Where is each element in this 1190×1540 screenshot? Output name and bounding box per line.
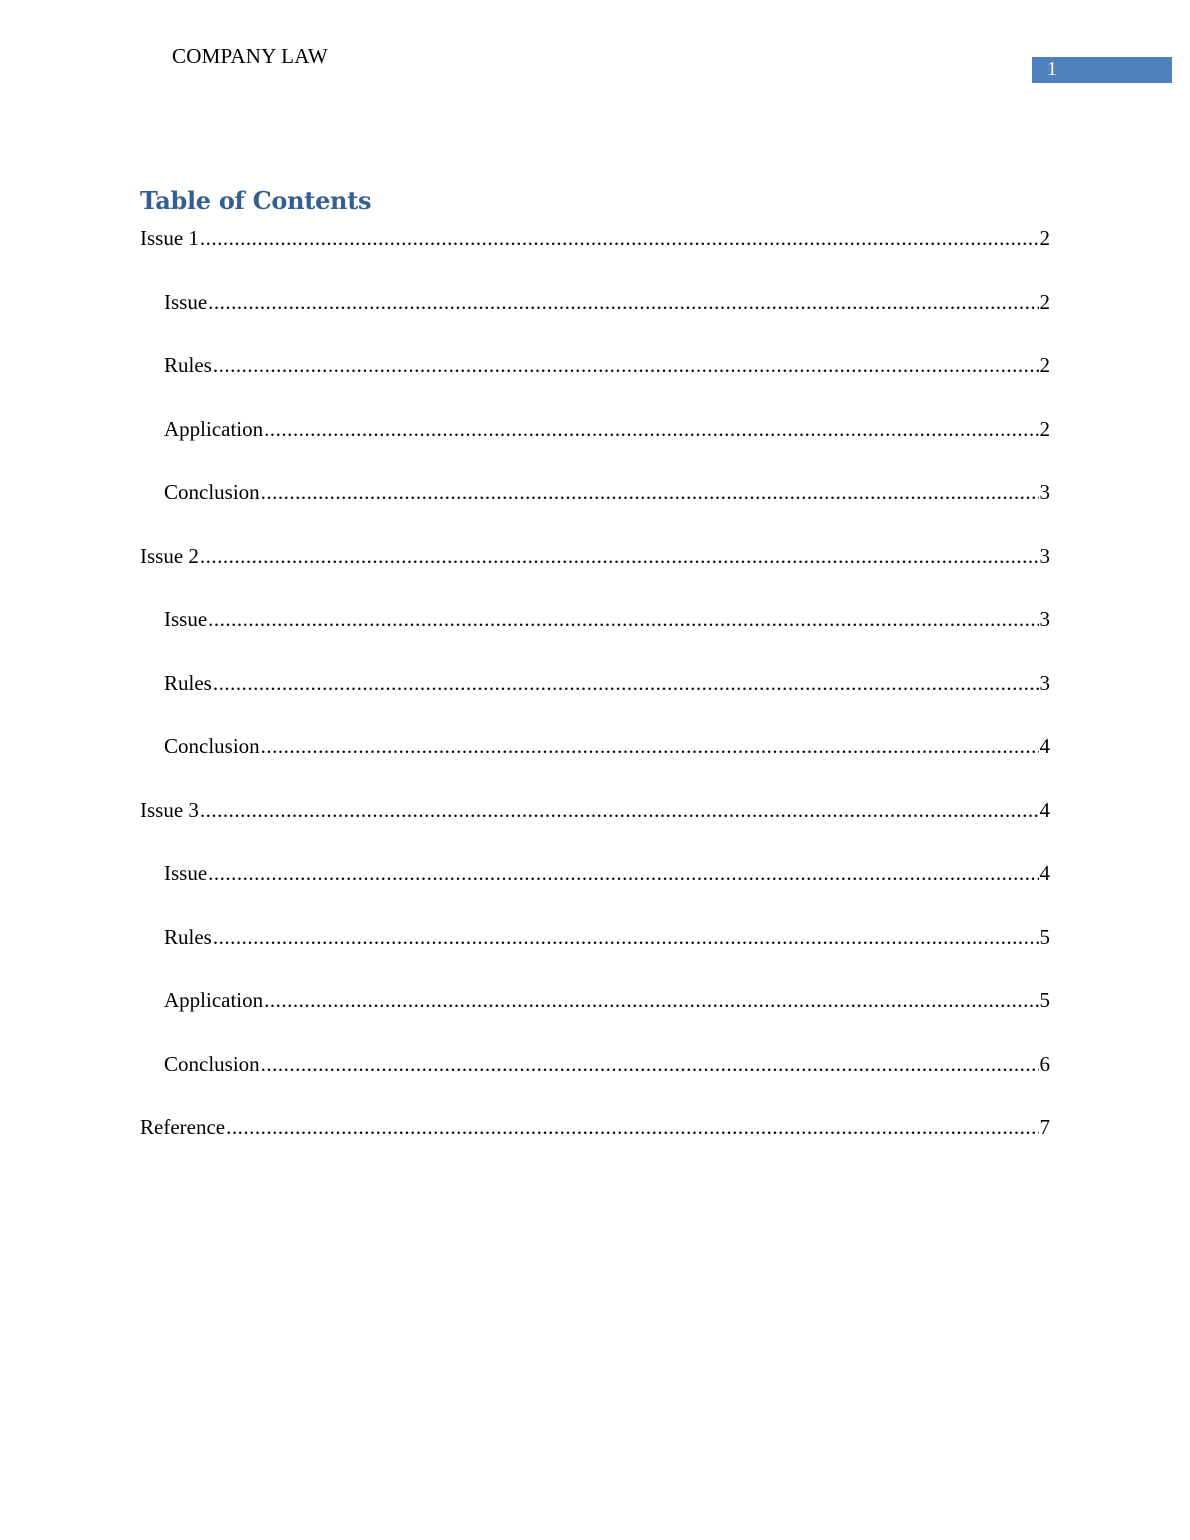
toc-entry-page-number[interactable]: 6 <box>1039 1052 1050 1076</box>
toc-entry-label[interactable]: Conclusion <box>164 1052 260 1076</box>
toc-entry-page-number[interactable]: 4 <box>1039 861 1050 885</box>
toc-entry[interactable] <box>140 288 1050 316</box>
toc-dot-leader <box>213 669 1039 697</box>
toc-entry[interactable] <box>140 669 1050 697</box>
toc-entry[interactable] <box>140 796 1050 824</box>
toc-entry-label[interactable]: Application <box>164 417 264 441</box>
toc-entry-page-number[interactable]: 7 <box>1039 1115 1050 1139</box>
toc-dot-leader <box>200 542 1039 570</box>
toc-entry[interactable] <box>140 351 1050 379</box>
page-number: 1 <box>1047 58 1057 80</box>
toc-entry-label[interactable]: Issue <box>164 861 208 885</box>
toc-dot-leader <box>261 732 1039 760</box>
toc-entry-page-number[interactable]: 3 <box>1039 607 1050 631</box>
toc-entry-label[interactable]: Conclusion <box>164 480 260 504</box>
toc-entry-page-number[interactable]: 5 <box>1039 925 1050 949</box>
toc-entry-label[interactable]: Conclusion <box>164 734 260 758</box>
toc-dot-leader <box>208 605 1038 633</box>
toc-entry[interactable] <box>140 986 1050 1014</box>
toc-dot-leader <box>208 288 1038 316</box>
toc-entry-page-number[interactable]: 2 <box>1039 290 1050 314</box>
toc-entry-label[interactable]: Issue <box>164 290 208 314</box>
toc-entry-label[interactable]: Issue 2 <box>140 544 199 568</box>
toc-entry-label[interactable]: Rules <box>164 671 212 695</box>
toc-entry-page-number[interactable]: 4 <box>1039 734 1050 758</box>
header-title: COMPANY LAW <box>172 44 328 68</box>
toc-entry[interactable] <box>140 1113 1050 1141</box>
toc-entry-page-number[interactable]: 3 <box>1039 671 1050 695</box>
toc-dot-leader <box>213 351 1039 379</box>
toc-entry-page-number[interactable]: 2 <box>1039 353 1050 377</box>
toc-entry-label[interactable]: Issue 3 <box>140 798 199 822</box>
toc-entry[interactable] <box>140 415 1050 443</box>
toc-entry-page-number[interactable]: 2 <box>1039 417 1050 441</box>
toc-entry[interactable] <box>140 732 1050 760</box>
toc-dot-leader <box>261 1050 1039 1078</box>
toc-entry-page-number[interactable]: 3 <box>1039 480 1050 504</box>
toc-entry-label[interactable]: Rules <box>164 353 212 377</box>
toc-dot-leader <box>264 415 1038 443</box>
toc-entry-label[interactable]: Issue <box>164 607 208 631</box>
toc-entry-label[interactable]: Rules <box>164 925 212 949</box>
toc-entry[interactable] <box>140 542 1050 570</box>
toc-entry[interactable] <box>140 605 1050 633</box>
toc-dot-leader <box>200 224 1039 252</box>
toc-dot-leader <box>200 796 1039 824</box>
toc-entry[interactable] <box>140 1050 1050 1078</box>
toc-entry-page-number[interactable]: 3 <box>1039 544 1050 568</box>
toc-entry-page-number[interactable]: 4 <box>1039 798 1050 822</box>
toc-dot-leader <box>261 478 1039 506</box>
toc-dot-leader <box>213 923 1039 951</box>
toc-entry-page-number[interactable]: 5 <box>1039 988 1050 1012</box>
toc-heading: Table of Contents <box>140 186 372 215</box>
toc-entry-label[interactable]: Application <box>164 988 264 1012</box>
toc-entry[interactable] <box>140 224 1050 252</box>
toc-dot-leader <box>208 859 1038 887</box>
toc-entry[interactable] <box>140 478 1050 506</box>
toc-entry[interactable] <box>140 859 1050 887</box>
toc-dot-leader <box>226 1113 1038 1141</box>
toc-entry-label[interactable]: Reference <box>140 1115 226 1139</box>
toc-dot-leader <box>264 986 1038 1014</box>
toc-entry-page-number[interactable]: 2 <box>1039 226 1050 250</box>
toc-entry[interactable] <box>140 923 1050 951</box>
page-number-badge <box>1032 57 1172 83</box>
toc-entry-label[interactable]: Issue 1 <box>140 226 199 250</box>
